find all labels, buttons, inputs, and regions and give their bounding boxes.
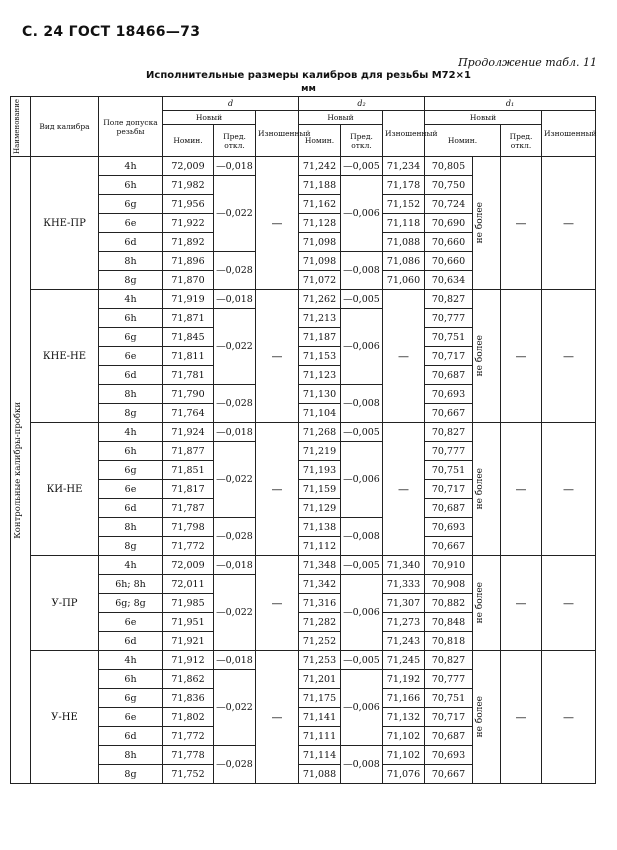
d-deviation: —0,018 — [214, 556, 256, 575]
d2-nominal: 71,316 — [299, 594, 341, 613]
d1-limit-note-cell — [473, 423, 501, 556]
d2-worn: 71,086 — [383, 252, 425, 271]
d1-nominal: 70,848 — [425, 613, 473, 632]
side-label: Контрольные калибры-пробки — [13, 401, 23, 539]
d2-deviation: —0,008 — [341, 518, 383, 556]
d-deviation: —0,018 — [214, 157, 256, 176]
d1-nominal: 70,751 — [425, 689, 473, 708]
d1-nominal: 70,827 — [425, 290, 473, 309]
gauge-kind: КНЕ-НЕ — [31, 290, 99, 423]
d2-worn: 71,192 — [383, 670, 425, 689]
d2-worn: 71,102 — [383, 746, 425, 765]
d1-limit-note-cell — [473, 556, 501, 651]
d2-nominal: 71,252 — [299, 632, 341, 651]
col-tolerance-header: Поле допуска резьбы — [99, 97, 163, 157]
d2-worn-header: Изношенный — [383, 111, 425, 157]
d-worn: — — [256, 157, 299, 290]
ne-bolee-label: не более — [475, 582, 486, 624]
tolerance-field: 6e — [99, 480, 163, 499]
d1-nominal: 70,693 — [425, 385, 473, 404]
tolerance-field: 8h — [99, 252, 163, 271]
tolerance-field: 6g — [99, 195, 163, 214]
d2-new-header: Новый — [299, 111, 383, 125]
d2-nominal: 71,262 — [299, 290, 341, 309]
d-deviation: —0,022 — [214, 309, 256, 385]
d2-deviation: —0,006 — [341, 575, 383, 651]
d2-nominal: 71,088 — [299, 765, 341, 784]
d-deviation: —0,028 — [214, 518, 256, 556]
d2-deviation: —0,008 — [341, 746, 383, 784]
d-nominal: 71,802 — [163, 708, 214, 727]
d1-worn: — — [542, 556, 596, 651]
d-nominal: 71,781 — [163, 366, 214, 385]
tolerance-field: 4h — [99, 423, 163, 442]
tolerance-field: 8h — [99, 746, 163, 765]
d2-nominal: 71,162 — [299, 195, 341, 214]
d1-deviation: — — [501, 556, 542, 651]
d1-deviation: — — [501, 423, 542, 556]
d1-nom-header: Номин. — [425, 125, 501, 157]
d2-nominal: 71,141 — [299, 708, 341, 727]
table-continuation-label: Продолжение табл. 11 — [458, 56, 597, 69]
tolerance-field: 4h — [99, 651, 163, 670]
d-deviation: —0,018 — [214, 651, 256, 670]
d-nominal: 71,862 — [163, 670, 214, 689]
d2-worn: 71,178 — [383, 176, 425, 195]
d2-dev-header: Пред. откл. — [341, 125, 383, 157]
d-deviation: —0,028 — [214, 746, 256, 784]
table-row — [11, 290, 596, 309]
tolerance-field: 6g — [99, 328, 163, 347]
d1-nominal: 70,777 — [425, 309, 473, 328]
d-nominal: 71,921 — [163, 632, 214, 651]
d2-deviation: —0,005 — [341, 157, 383, 176]
d1-nominal: 70,751 — [425, 328, 473, 347]
d1-worn: — — [542, 651, 596, 784]
tolerance-field: 6h; 8h — [99, 575, 163, 594]
table-row — [11, 423, 596, 442]
d-worn: — — [256, 556, 299, 651]
d1-nominal: 70,805 — [425, 157, 473, 176]
d1-nominal: 70,777 — [425, 670, 473, 689]
d2-nom-header: Номин. — [299, 125, 341, 157]
ne-bolee-label: не более — [475, 468, 486, 510]
table-row — [11, 556, 596, 575]
tolerance-field: 6e — [99, 613, 163, 632]
d2-nominal: 71,072 — [299, 271, 341, 290]
tolerance-field: 8g — [99, 404, 163, 423]
d2-worn: 71,243 — [383, 632, 425, 651]
col-d2-header: d₂ — [299, 97, 425, 111]
d2-deviation: —0,005 — [341, 651, 383, 670]
d1-nominal: 70,777 — [425, 442, 473, 461]
d-nominal: 71,811 — [163, 347, 214, 366]
d2-nominal: 71,242 — [299, 157, 341, 176]
d2-nominal: 71,201 — [299, 670, 341, 689]
tolerance-field: 6d — [99, 632, 163, 651]
d2-nominal: 71,175 — [299, 689, 341, 708]
d-deviation: —0,022 — [214, 670, 256, 746]
d1-nominal: 70,634 — [425, 271, 473, 290]
d2-nominal: 71,193 — [299, 461, 341, 480]
d1-nominal: 70,717 — [425, 347, 473, 366]
d2-nominal: 71,114 — [299, 746, 341, 765]
d2-worn: 71,118 — [383, 214, 425, 233]
d2-nominal: 71,138 — [299, 518, 341, 537]
tolerance-field: 6g — [99, 689, 163, 708]
d2-worn: 71,340 — [383, 556, 425, 575]
d-dev-header: Пред. откл. — [214, 125, 256, 157]
d1-nominal: 70,751 — [425, 461, 473, 480]
col-d-header: d — [163, 97, 299, 111]
table-row — [11, 157, 596, 176]
d-nominal: 71,787 — [163, 499, 214, 518]
d1-limit-note-cell — [473, 290, 501, 423]
d1-nominal: 70,667 — [425, 404, 473, 423]
d-nominal: 72,009 — [163, 556, 214, 575]
d1-nominal: 70,693 — [425, 746, 473, 765]
d2-deviation: —0,005 — [341, 556, 383, 575]
d2-nominal: 71,130 — [299, 385, 341, 404]
tolerance-field: 8g — [99, 271, 163, 290]
d-nominal: 71,982 — [163, 176, 214, 195]
d2-nominal: 71,129 — [299, 499, 341, 518]
d-nominal: 71,919 — [163, 290, 214, 309]
ne-bolee-label: не более — [475, 202, 486, 244]
tolerance-field: 6d — [99, 499, 163, 518]
d2-worn: 71,307 — [383, 594, 425, 613]
d-nominal: 71,836 — [163, 689, 214, 708]
tolerance-field: 6e — [99, 347, 163, 366]
col-d1-header: d₁ — [425, 97, 596, 111]
d1-worn: — — [542, 157, 596, 290]
tolerance-field: 6h — [99, 442, 163, 461]
d1-nominal: 70,908 — [425, 575, 473, 594]
d2-worn: 71,102 — [383, 727, 425, 746]
d1-nominal: 70,660 — [425, 252, 473, 271]
d2-nominal: 71,213 — [299, 309, 341, 328]
d1-nominal: 70,667 — [425, 537, 473, 556]
d2-worn: 71,152 — [383, 195, 425, 214]
tolerance-field: 6e — [99, 708, 163, 727]
tolerance-field: 6d — [99, 366, 163, 385]
d-nominal: 71,752 — [163, 765, 214, 784]
d2-nominal: 71,123 — [299, 366, 341, 385]
d2-nominal: 71,112 — [299, 537, 341, 556]
d2-deviation: —0,008 — [341, 385, 383, 423]
d1-deviation: — — [501, 651, 542, 784]
d-nominal: 71,956 — [163, 195, 214, 214]
d2-nominal: 71,098 — [299, 252, 341, 271]
d1-new-header: Новый — [425, 111, 542, 125]
tolerance-field: 6e — [99, 214, 163, 233]
d1-nominal: 70,818 — [425, 632, 473, 651]
d2-worn: 71,245 — [383, 651, 425, 670]
d2-nominal: 71,348 — [299, 556, 341, 575]
d-nom-header: Номин. — [163, 125, 214, 157]
d2-nominal: 71,153 — [299, 347, 341, 366]
d-worn: — — [256, 290, 299, 423]
d-nominal: 71,772 — [163, 727, 214, 746]
d-nominal: 71,764 — [163, 404, 214, 423]
tolerance-field: 8g — [99, 537, 163, 556]
d-nominal: 71,870 — [163, 271, 214, 290]
d-nominal: 71,912 — [163, 651, 214, 670]
col-kind-header: Вид калибра — [31, 97, 99, 157]
d-deviation: —0,028 — [214, 252, 256, 290]
tolerance-field: 4h — [99, 556, 163, 575]
d1-nominal: 70,693 — [425, 518, 473, 537]
d-nominal: 71,922 — [163, 214, 214, 233]
d2-nominal: 71,219 — [299, 442, 341, 461]
page-header: С. 24 ГОСТ 18466—73 — [22, 24, 201, 40]
d1-nominal: 70,687 — [425, 499, 473, 518]
d-nominal: 71,951 — [163, 613, 214, 632]
d-nominal: 71,772 — [163, 537, 214, 556]
d-worn: — — [256, 651, 299, 784]
gauge-kind: У-НЕ — [31, 651, 99, 784]
d-deviation: —0,022 — [214, 575, 256, 651]
d-deviation: —0,018 — [214, 290, 256, 309]
gauge-kind: КИ-НЕ — [31, 423, 99, 556]
d2-deviation: —0,008 — [341, 252, 383, 290]
d2-nominal: 71,159 — [299, 480, 341, 499]
d-nominal: 71,851 — [163, 461, 214, 480]
d2-nominal: 71,111 — [299, 727, 341, 746]
d-nominal: 71,985 — [163, 594, 214, 613]
d2-deviation: —0,006 — [341, 309, 383, 385]
d1-worn-header: Изношенный — [542, 111, 596, 157]
d2-worn: 71,333 — [383, 575, 425, 594]
tolerance-field: 6g; 8g — [99, 594, 163, 613]
d2-nominal: 71,187 — [299, 328, 341, 347]
d1-nominal: 70,910 — [425, 556, 473, 575]
d-nominal: 71,790 — [163, 385, 214, 404]
d1-limit-note-cell — [473, 651, 501, 784]
d2-worn: 71,166 — [383, 689, 425, 708]
d-worn-header: Изношенный — [256, 111, 299, 157]
d1-nominal: 70,750 — [425, 176, 473, 195]
d2-nominal: 71,104 — [299, 404, 341, 423]
d2-worn: 71,088 — [383, 233, 425, 252]
col-name-header: Наименование — [11, 97, 31, 157]
d1-nominal: 70,827 — [425, 651, 473, 670]
gauge-kind: У-ПР — [31, 556, 99, 651]
d2-nominal: 71,268 — [299, 423, 341, 442]
d1-worn: — — [542, 290, 596, 423]
tolerance-field: 6h — [99, 176, 163, 195]
d-nominal: 72,009 — [163, 157, 214, 176]
d1-worn: — — [542, 423, 596, 556]
gauge-dimensions-table — [10, 96, 596, 784]
d2-deviation: —0,005 — [341, 423, 383, 442]
tolerance-field: 6d — [99, 233, 163, 252]
d1-nominal: 70,687 — [425, 727, 473, 746]
d-deviation: —0,022 — [214, 176, 256, 252]
d2-worn: — — [383, 423, 425, 556]
d1-nominal: 70,690 — [425, 214, 473, 233]
d1-nominal: 70,660 — [425, 233, 473, 252]
tolerance-field: 6g — [99, 461, 163, 480]
d2-nominal: 71,098 — [299, 233, 341, 252]
d2-nominal: 71,253 — [299, 651, 341, 670]
d2-worn: 71,273 — [383, 613, 425, 632]
d-nominal: 71,871 — [163, 309, 214, 328]
d-nominal: 71,877 — [163, 442, 214, 461]
d2-deviation: —0,006 — [341, 670, 383, 746]
d-nominal: 71,817 — [163, 480, 214, 499]
tolerance-field: 8h — [99, 518, 163, 537]
d1-dev-header: Пред. откл. — [501, 125, 542, 157]
d-nominal: 71,892 — [163, 233, 214, 252]
d-deviation: —0,028 — [214, 385, 256, 423]
d2-worn: 71,132 — [383, 708, 425, 727]
table-row — [11, 651, 596, 670]
d1-nominal: 70,827 — [425, 423, 473, 442]
d1-nominal: 70,717 — [425, 480, 473, 499]
d-nominal: 71,924 — [163, 423, 214, 442]
d1-limit-note-cell — [473, 157, 501, 290]
d-deviation: —0,022 — [214, 442, 256, 518]
d-deviation: —0,018 — [214, 423, 256, 442]
d2-deviation: —0,006 — [341, 442, 383, 518]
d2-worn: 71,060 — [383, 271, 425, 290]
d2-worn: — — [383, 290, 425, 423]
d-worn: — — [256, 423, 299, 556]
d1-deviation: — — [501, 157, 542, 290]
d1-deviation: — — [501, 290, 542, 423]
d2-worn: 71,234 — [383, 157, 425, 176]
d1-nominal: 70,717 — [425, 708, 473, 727]
d-nominal: 72,011 — [163, 575, 214, 594]
d-nominal: 71,845 — [163, 328, 214, 347]
d1-nominal: 70,882 — [425, 594, 473, 613]
d-nominal: 71,798 — [163, 518, 214, 537]
tolerance-field: 8g — [99, 765, 163, 784]
d1-nominal: 70,724 — [425, 195, 473, 214]
table-title: Исполнительные размеры калибров для резьбы М72×1 — [146, 70, 471, 81]
table-body — [11, 157, 596, 784]
d2-nominal: 71,282 — [299, 613, 341, 632]
tolerance-field: 6h — [99, 670, 163, 689]
gauge-kind: КНЕ-ПР — [31, 157, 99, 290]
ne-bolee-label: не более — [475, 696, 486, 738]
d2-nominal: 71,188 — [299, 176, 341, 195]
tolerance-field: 8h — [99, 385, 163, 404]
d1-nominal: 70,667 — [425, 765, 473, 784]
d1-nominal: 70,687 — [425, 366, 473, 385]
d2-nominal: 71,128 — [299, 214, 341, 233]
d2-nominal: 71,342 — [299, 575, 341, 594]
tolerance-field: 6h — [99, 309, 163, 328]
side-label-cell — [11, 157, 31, 784]
tolerance-field: 4h — [99, 290, 163, 309]
d2-deviation: —0,005 — [341, 290, 383, 309]
tolerance-field: 4h — [99, 157, 163, 176]
tolerance-field: 6d — [99, 727, 163, 746]
ne-bolee-label: не более — [475, 335, 486, 377]
d-new-header: Новый — [163, 111, 256, 125]
d-nominal: 71,896 — [163, 252, 214, 271]
d2-deviation: —0,006 — [341, 176, 383, 252]
units-label: мм — [301, 84, 316, 94]
d-nominal: 71,778 — [163, 746, 214, 765]
d2-worn: 71,076 — [383, 765, 425, 784]
